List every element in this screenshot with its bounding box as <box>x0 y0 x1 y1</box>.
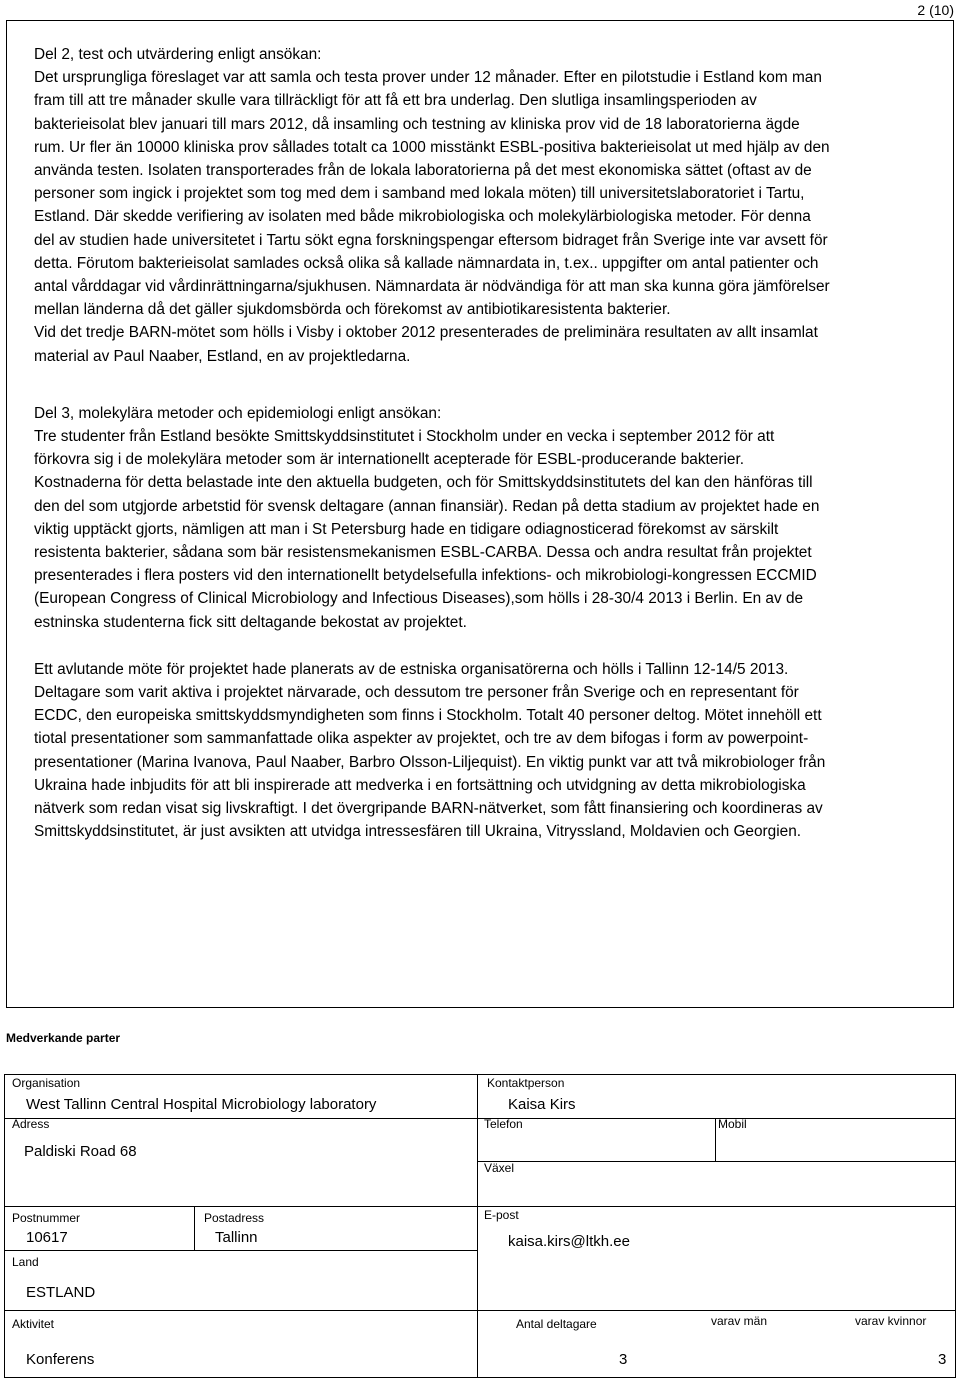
organisation-label: Organisation <box>12 1076 81 1090</box>
phone-label: Telefon <box>484 1117 523 1131</box>
participants-value: 3 <box>619 1351 628 1368</box>
section3-title: Del 3, molekylära metoder och epidemiologi enligt ansökan: <box>34 404 442 422</box>
contact-value: Kaisa Kirs <box>508 1096 576 1113</box>
closing-body: Ett avlutande möte för projektet hade planerats av de estniska organisatörerna och hölls i Tallinn 12-14/5 2013. Deltagare som varit aktiva i projektet närvarade, och dessutom tre personer från Sverige och en representant för ECDC, den europeiska smittskyddsmyndigheten som finns i Stockholm. Totalt 40 personer deltog. Mötet innehöll ett tiotal presentationer som sammanfattade olika aspekter av projektet, och tre av dem bifogas i form av powerpoint-presentationer (Marina Ivanova, Paul Naaber, Barbro Olsson-Liljequist). En viktig punkt var att två mikrobiologer från Ukraina hade inbjudits för att bli inspirerade att medverka i en fortsättning och utvidgning av detta mikrobiologiska nätverk som redan visat sig livskraftigt. I det övergripande BARN-nätverket, som fått finansiering och koordineras av Smittskyddsinstitutet, är just avsikten att utvidga intressesfären till Ukraina, Vitryssland, Moldavien och Georgien. <box>34 660 826 841</box>
women-label: varav kvinnor <box>855 1314 927 1328</box>
switchboard-label: Växel <box>484 1161 515 1175</box>
country-label: Land <box>12 1255 39 1269</box>
report-text-box <box>6 20 954 1008</box>
parties-heading: Medverkande parter <box>6 1031 121 1045</box>
organisation-value: West Tallinn Central Hospital Microbiology laboratory <box>26 1096 377 1113</box>
postaddress-value: Tallinn <box>215 1229 258 1246</box>
mobile-label: Mobil <box>718 1117 747 1131</box>
section2-title: Del 2, test och utvärdering enligt ansökan: <box>34 46 322 63</box>
women-value: 3 <box>938 1351 947 1368</box>
parties-form <box>4 1074 956 1378</box>
section2-body-visby: Vid det tredje BARN-mötet som hölls i Visby i oktober 2012 presenterades de preliminära resultaten av allt insamlat material av Paul Naaber, Estland, en av projektledarna. <box>34 324 818 365</box>
section3-body: Tre studenter från Estland besökte Smittskyddsinstitutet i Stockholm under en vecka i september 2012 för att förkovra sig i de molekylära metoder som är internationellt acepterade för ESBL-producerande bakterier. Kostnaderna för detta belastade inte den aktuella budgeten, och för Smittskyddsinstitutets del kan den hänföras till den del som utgjorde arbetstid för svensk deltagare (annan finansiär). Redan på detta stadium av projektet hade en viktig upptäckt gjorts, nämligen att man i St Petersburg hade en tidigare odiagnosticerad förekomst av särskilt resistenta bakterier, sådana som bär resistensmekanismen ESBL-CARBA. Dessa och andra resultat från projektet presenterades i flera posters vid den internationellt betydelsefulla infektions- och mikrobiologi-kongressen ECCMID (European Congress of Clinical Microbiology and Infectious Diseases),som hölls i 28-30/4 2013 i Berlin. En av de estninska studenterna fick sitt deltagande bekostat av projektet. <box>34 428 820 631</box>
postcode-value: 10617 <box>26 1229 68 1246</box>
country-value: ESTLAND <box>26 1284 96 1301</box>
postcode-label: Postnummer <box>12 1211 81 1225</box>
activity-label: Aktivitet <box>12 1317 55 1331</box>
email-value: kaisa.kirs@ltkh.ee <box>508 1233 630 1250</box>
postaddress-label: Postadress <box>204 1211 265 1225</box>
men-label: varav män <box>711 1314 768 1328</box>
address-value: Paldiski Road 68 <box>24 1143 137 1160</box>
email-label: E-post <box>484 1208 519 1222</box>
address-label: Adress <box>12 1117 50 1131</box>
page-number: 2 (10) <box>917 2 954 18</box>
contact-label: Kontaktperson <box>487 1076 565 1090</box>
report-text <box>34 43 834 844</box>
section2-body: Det ursprungliga föreslaget var att samla och testa prover under 12 månader. Efter en pilotstudie i Estland kom man fram till att tre månader skulle vara tillräckligt för att få ett bra underlag. Den slutliga insamlingsperioden av bakterieisolat blev januari till mars 2012, då insamling och testning av kliniska prov vid de 18 laboratorierna ägde rum. Ur fler än 10000 kliniska prov sållades totalt ca 1000 misstänkt ESBL-positiva bakterieisolat ut med hjälp av den använda testen. Isolaten transporterades från de lokala laboratorierna på det mest ekonomiska sättet (oftast av de personer som ingick i projektet som tog med dem i samband med lokala möten) till universitetslaboratoriet i Tartu, Estland. Där skedde verifiering av isolaten med både mikrobiologiska och molekylärbiologiska metoder. För denna del av studien hade universitetet i Tartu sökt egna forskningspengar eftersom bidraget från Sverige inte var avsett för detta. Förutom bakterieisolat samlades också olika så kallade nämnardata in, t.ex.. uppgifter om antal patienter och antal vårddagar vid vårdinrättningarna/sjukhusen. Nämnardata är nödvändiga för att man ska kunna göra jämförelser mellan länderna då det gäller sjukdomsbörda och förekomst av antibiotikaresistenta bakterier. <box>34 69 830 319</box>
activity-value: Konferens <box>26 1351 95 1368</box>
participants-label: Antal deltagare <box>516 1317 597 1331</box>
